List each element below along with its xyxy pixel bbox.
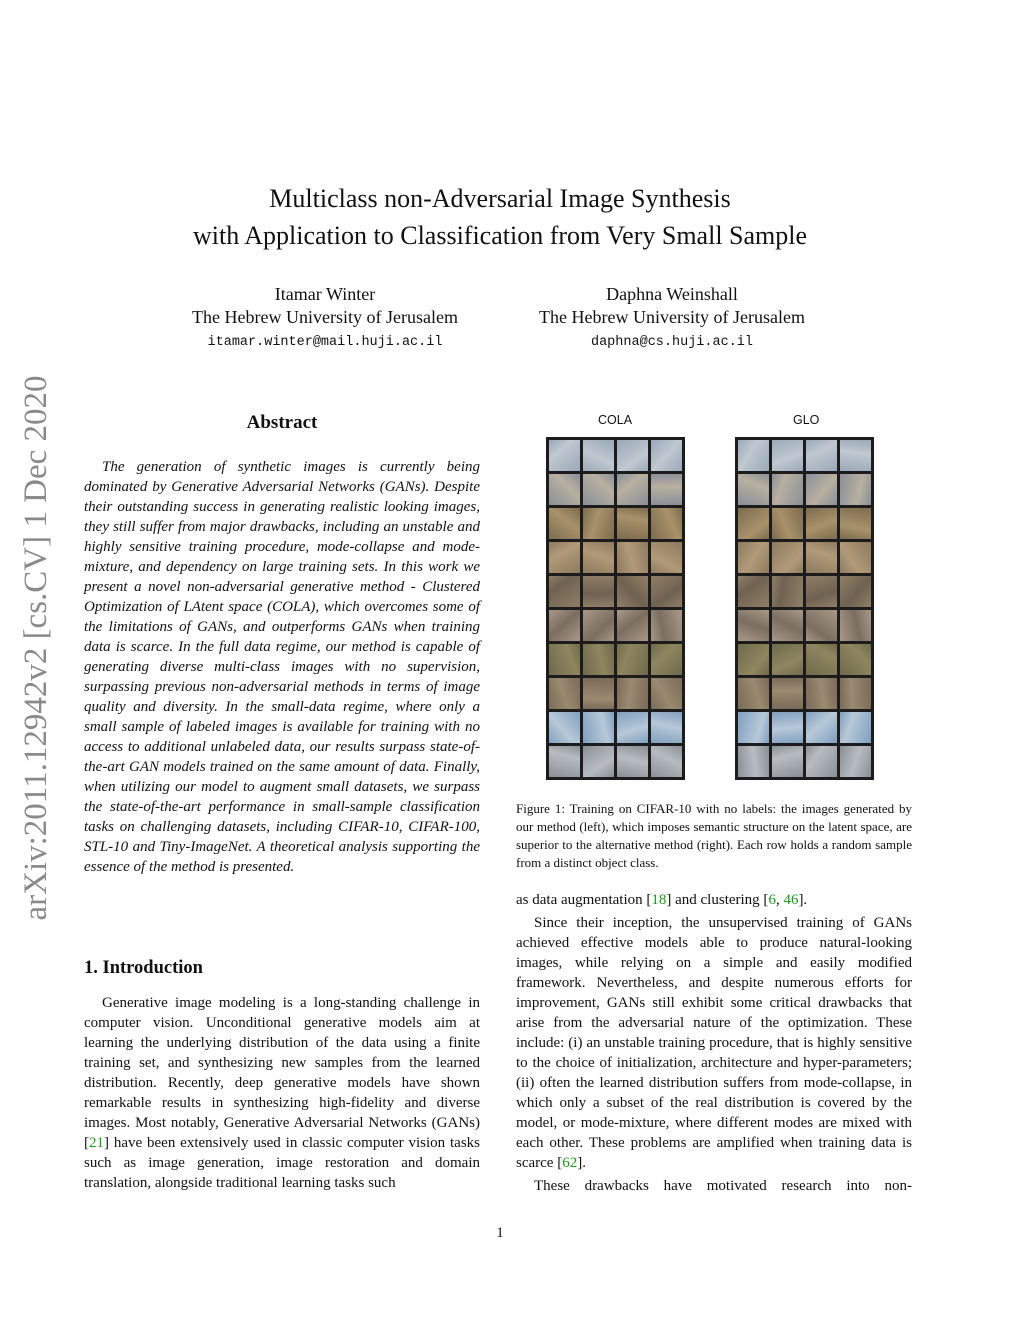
paper-title-line-1: Multiclass non-Adversarial Image Synthesis: [269, 184, 731, 213]
sample-image-tile: [738, 644, 769, 675]
figure-caption: Figure 1: Training on CIFAR-10 with no labels: the images generated by our method (left), which imposes semantic structure on the latent space, are superior to the alternative method (right). Each row holds a random sample from a distinct object class.: [516, 801, 912, 870]
sample-image-tile: [840, 644, 871, 675]
sample-image-tile: [738, 678, 769, 709]
introduction-heading: 1. Introduction: [84, 958, 203, 978]
citation-link[interactable]: 62: [562, 1155, 578, 1171]
sample-image-tile: [583, 508, 614, 539]
intro-text-part: ] have been extensively used in classic computer vision tasks such as image generation, image restoration and domain translation, alongside traditional learning tasks such: [84, 1135, 480, 1191]
figure-label-glo: GLO: [793, 413, 820, 427]
author-name: Itamar Winter: [274, 284, 376, 304]
introduction-paragraph: [84, 993, 480, 1193]
sample-image-tile: [772, 712, 803, 743]
sample-image-tile: [651, 474, 682, 505]
sample-image-tile: [583, 678, 614, 709]
paper-title: [0, 180, 1000, 254]
sample-image-tile: [617, 474, 648, 505]
sample-image-tile: [549, 440, 580, 471]
sample-image-tile: [651, 508, 682, 539]
sample-image-tile: [651, 712, 682, 743]
sample-image-tile: [549, 678, 580, 709]
sample-image-tile: [651, 746, 682, 777]
sample-image-tile: [549, 474, 580, 505]
text-part: as data augmentation [: [516, 892, 652, 908]
sample-image-tile: [772, 678, 803, 709]
right-paragraph-3: These drawbacks have motivated research into non-: [534, 1178, 912, 1194]
right-paragraph-1: [516, 890, 912, 910]
sample-image-tile: [806, 440, 837, 471]
sample-image-tile: [840, 678, 871, 709]
sample-image-tile: [549, 542, 580, 573]
sample-image-tile: [583, 474, 614, 505]
sample-image-tile: [840, 440, 871, 471]
author-email: itamar.winter@mail.huji.ac.il: [207, 335, 443, 350]
author-block-1: [170, 283, 480, 350]
sample-image-tile: [738, 610, 769, 641]
sample-image-tile: [617, 508, 648, 539]
sample-image-tile: [738, 508, 769, 539]
citation-link[interactable]: 46: [783, 892, 799, 908]
paper-title-line-2: with Application to Classification from Very Small Sample: [192, 221, 808, 250]
page-number: 1: [496, 1225, 504, 1241]
sample-image-tile: [549, 644, 580, 675]
sample-image-tile: [651, 542, 682, 573]
sample-image-tile: [840, 712, 871, 743]
glo-sample-grid: [735, 437, 874, 780]
sample-image-tile: [617, 610, 648, 641]
sample-image-tile: [772, 610, 803, 641]
sample-image-tile: [772, 746, 803, 777]
text-part: ].: [798, 892, 808, 908]
sample-image-tile: [738, 542, 769, 573]
figure-label-cola: COLA: [598, 413, 633, 427]
abstract-heading: Abstract: [246, 412, 318, 433]
sample-image-tile: [840, 508, 871, 539]
sample-image-tile: [651, 440, 682, 471]
sample-image-tile: [583, 610, 614, 641]
text-part: Since their inception, the unsupervised training of GANs achieved effective models able to produce natural-looking images, while relying on a simple and easily modified framework. Nevertheless, and despite numerous efforts for improvement, GANs still exhibit some critical drawbacks that arise from the adversarial nature of the optimization. These include: (i) an unstable training procedure, that is highly sensitive to the choice of initialization, architecture and hyper-parameters; (ii) often the learned distribution suffers from mode-collapse, in which only a subset of the real distribution is covered by the model, or mode-mixture, where different modes are mixed with each other. These problems are amplified when training data is scarce [: [516, 915, 912, 1171]
cola-sample-grid: [546, 437, 685, 780]
text-part: ] and clustering [: [666, 892, 769, 908]
sample-image-tile: [738, 440, 769, 471]
sample-image-tile: [806, 712, 837, 743]
sample-image-tile: [738, 474, 769, 505]
sample-image-tile: [806, 610, 837, 641]
sample-image-tile: [840, 474, 871, 505]
sample-image-tile: [772, 644, 803, 675]
sample-image-tile: [549, 576, 580, 607]
sample-image-tile: [772, 576, 803, 607]
sample-image-tile: [772, 508, 803, 539]
sample-image-tile: [806, 508, 837, 539]
sample-image-tile: [651, 576, 682, 607]
sample-image-tile: [583, 576, 614, 607]
intro-text-part: Generative image modeling is a long-standing challenge in computer vision. Unconditional generative models aim at learning the underlying distribution of the data using a finite training set, and synthesizing new samples from the learned distribution. Recently, deep generative models have shown remarkable results in synthesizing high-fidelity and diverse images. Most notably, Generative Adversarial Networks (GANs) [: [84, 995, 480, 1151]
sample-image-tile: [583, 644, 614, 675]
sample-image-tile: [772, 440, 803, 471]
sample-image-tile: [738, 746, 769, 777]
sample-image-tile: [651, 678, 682, 709]
citation-link[interactable]: 18: [651, 892, 667, 908]
sample-image-tile: [617, 542, 648, 573]
sample-image-tile: [840, 746, 871, 777]
sample-image-tile: [806, 678, 837, 709]
sample-image-tile: [840, 610, 871, 641]
sample-image-tile: [840, 542, 871, 573]
sample-image-tile: [806, 644, 837, 675]
sample-image-tile: [651, 644, 682, 675]
sample-image-tile: [617, 712, 648, 743]
sample-image-tile: [806, 746, 837, 777]
sample-image-tile: [806, 576, 837, 607]
sample-image-tile: [617, 746, 648, 777]
sample-image-tile: [738, 712, 769, 743]
sample-image-tile: [772, 474, 803, 505]
abstract-text: The generation of synthetic images is currently being dominated by Generative Adversarial Networks (GANs). Despite their outstanding success in generating realistic looking images, they still suffer from major drawbacks, including an unstable and highly sensitive training procedure, mode-collapse and mode-mixture, and dependency on large training sets. In this work we present a novel non-adversarial generative method - Clustered Optimization of LAtent space (COLA), which overcomes some of the limitations of GANs, and outperforms GANs when training data is scarce. In the full data regime, our method is capable of generating diverse multi-class images with no supervision, surpassing previous non-adversarial methods in terms of image quality and diversity. In the small-data regime, where only a small sample of labeled images is available for training with no access to additional unlabeled data, our results surpass state-of-the-art GAN models trained on the same amount of data. Finally, when utilizing our model to augment small datasets, we surpass the state-of-the-art performance in small-sample classification tasks on challenging datasets, including CIFAR-10, CIFAR-100, STL-10 and Tiny-ImageNet. A theoretical analysis supporting the essence of the method is presented.: [84, 459, 480, 875]
sample-image-tile: [772, 542, 803, 573]
author-email: daphna@cs.huji.ac.il: [590, 335, 754, 350]
author-name: Daphna Weinshall: [606, 284, 738, 304]
sample-image-tile: [583, 712, 614, 743]
sample-image-tile: [806, 542, 837, 573]
sample-image-tile: [549, 746, 580, 777]
author-block-2: [517, 283, 827, 350]
sample-image-tile: [583, 746, 614, 777]
sample-image-tile: [549, 508, 580, 539]
sample-image-tile: [617, 440, 648, 471]
citation-link[interactable]: 21: [89, 1135, 104, 1151]
sample-image-tile: [617, 576, 648, 607]
sample-image-tile: [840, 576, 871, 607]
citation-link[interactable]: 6: [768, 892, 776, 908]
arxiv-identifier: arXiv:2011.12942v2 [cs.CV] 1 Dec 2020: [18, 375, 54, 921]
sample-image-tile: [549, 712, 580, 743]
sample-image-tile: [738, 576, 769, 607]
sample-image-tile: [583, 542, 614, 573]
sample-image-tile: [583, 440, 614, 471]
sample-image-tile: [806, 474, 837, 505]
author-affiliation: The Hebrew University of Jerusalem: [192, 307, 458, 327]
author-affiliation: The Hebrew University of Jerusalem: [539, 307, 805, 327]
right-paragraph-2: [516, 913, 912, 1173]
sample-image-tile: [651, 610, 682, 641]
sample-image-tile: [549, 610, 580, 641]
text-part: ,: [775, 892, 784, 908]
sample-image-tile: [617, 644, 648, 675]
sample-image-tile: [617, 678, 648, 709]
text-part: ].: [577, 1155, 586, 1171]
